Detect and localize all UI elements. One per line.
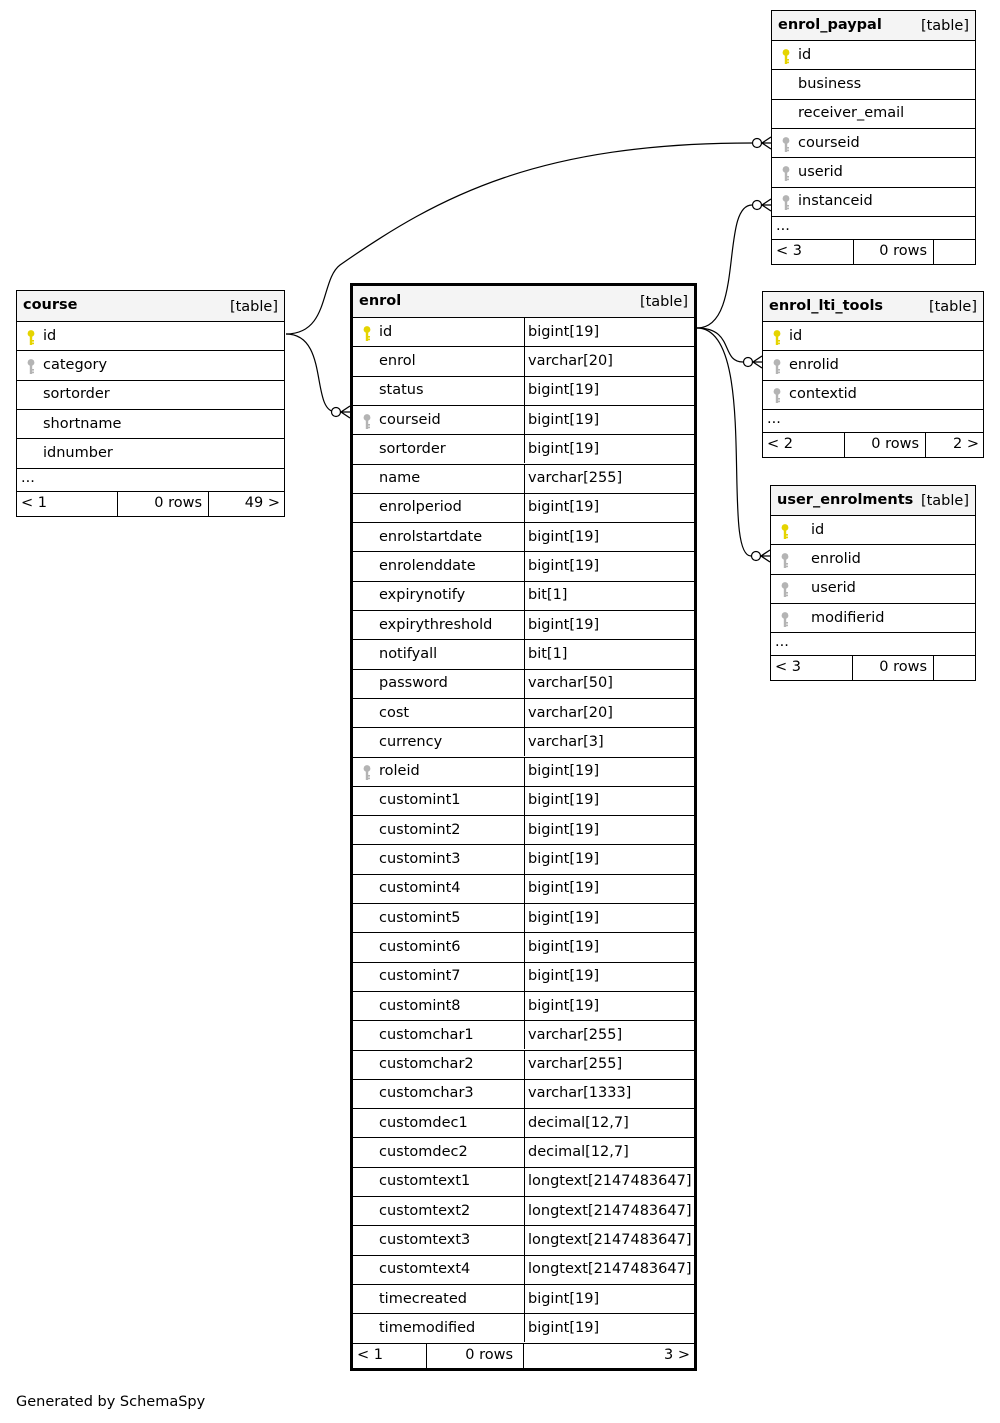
cell-divider (524, 904, 525, 932)
column-row-category[interactable] (17, 350, 284, 379)
parents-count[interactable]: < 3 (775, 659, 801, 676)
column-type: varchar[50] (528, 675, 613, 692)
table-header (771, 486, 975, 515)
column-row-courseid[interactable] (772, 128, 975, 157)
foreign-key-icon (780, 611, 790, 632)
course-to-enrol-many-marker (341, 406, 350, 418)
column-name: customchar1 (379, 1026, 474, 1043)
foreign-key-icon (781, 194, 791, 215)
table-header (353, 286, 694, 317)
column-name: timemodified (379, 1319, 476, 1336)
table-header (772, 11, 975, 40)
column-row-id[interactable] (763, 321, 983, 350)
cell-divider (524, 1021, 525, 1049)
column-row-status[interactable] (353, 376, 694, 405)
column-row-modifierid[interactable] (771, 603, 975, 632)
column-type: longtext[2147483647] (528, 1231, 692, 1248)
column-row-expirynotify[interactable] (353, 581, 694, 610)
column-row-id[interactable] (771, 515, 975, 544)
column-type: bigint[19] (528, 499, 600, 516)
column-name: timecreated (379, 1290, 467, 1307)
column-row-userid[interactable] (771, 574, 975, 603)
cell-divider (524, 347, 525, 375)
column-row-id[interactable] (772, 40, 975, 69)
column-row-customdec1[interactable] (353, 1108, 694, 1137)
children-count[interactable]: 2 > (953, 435, 979, 452)
children-count[interactable]: 3 > (664, 1346, 690, 1363)
cell-divider (524, 523, 525, 551)
foreign-key-icon (362, 764, 372, 785)
column-name: customtext4 (379, 1261, 471, 1278)
column-type: bigint[19] (528, 440, 600, 457)
column-row-customint3[interactable] (353, 844, 694, 873)
foreign-key-icon (781, 165, 791, 186)
enrol-to-lti-many-marker (753, 356, 762, 368)
column-type: bigint[19] (528, 1290, 600, 1307)
parents-count[interactable]: < 1 (21, 494, 47, 511)
column-type: decimal[12,7] (528, 1144, 629, 1161)
enrol-to-paypal-line (697, 205, 752, 328)
table-name: course (23, 297, 78, 313)
cell-divider (524, 1168, 525, 1196)
column-row-enrolid[interactable] (771, 544, 975, 573)
column-name: customint7 (379, 968, 461, 985)
column-type: longtext[2147483647] (528, 1261, 692, 1278)
column-row-customint2[interactable] (353, 815, 694, 844)
column-type: bigint[19] (528, 968, 600, 985)
column-name: category (43, 356, 108, 373)
column-name: customchar3 (379, 1085, 474, 1102)
column-type: varchar[3] (528, 733, 604, 750)
enrol-to-lti-line (697, 328, 743, 362)
column-type: longtext[2147483647] (528, 1202, 692, 1219)
column-name: receiver_email (798, 105, 905, 122)
cell-divider (524, 1138, 525, 1166)
cell-divider (524, 1197, 525, 1225)
column-type: varchar[20] (528, 352, 613, 369)
column-row-business[interactable] (772, 69, 975, 98)
table-footer (771, 655, 975, 680)
table-type-label: [table] (639, 294, 688, 310)
column-name: id (379, 323, 393, 340)
column-row-userid[interactable] (772, 157, 975, 186)
cell-divider (524, 845, 525, 873)
cell-divider (524, 640, 525, 668)
table-user-enrolments (770, 485, 976, 681)
table-course (16, 290, 285, 517)
column-name: name (379, 470, 421, 487)
table-type-label: [table] (229, 298, 278, 315)
column-row-customtext3[interactable] (353, 1225, 694, 1254)
column-row-customchar3[interactable] (353, 1079, 694, 1108)
cell-divider (524, 1314, 525, 1342)
column-name: roleid (379, 763, 420, 780)
column-row-id[interactable] (353, 317, 694, 346)
enrol-to-paypal-many-marker (762, 199, 771, 211)
column-row-expirythreshold[interactable] (353, 610, 694, 639)
column-name: customchar2 (379, 1056, 474, 1073)
cell-divider (524, 582, 525, 610)
foreign-key-icon (26, 358, 36, 379)
primary-key-icon (26, 329, 36, 350)
column-name: id (798, 46, 812, 63)
column-type: bigint[19] (528, 909, 600, 926)
cell-divider (524, 318, 525, 346)
column-name: business (798, 75, 862, 92)
column-name: customint5 (379, 909, 461, 926)
column-row-customtext2[interactable] (353, 1196, 694, 1225)
enrol-to-paypal-optional-marker (753, 201, 762, 210)
parents-count[interactable]: < 3 (776, 242, 802, 259)
column-row-enrolenddate[interactable] (353, 551, 694, 580)
column-type: bigint[19] (528, 997, 600, 1014)
column-row-customint7[interactable] (353, 962, 694, 991)
column-name: id (811, 521, 825, 538)
table-footer (763, 432, 983, 457)
course-to-paypal-optional-marker (753, 139, 762, 148)
cell-divider (524, 670, 525, 698)
column-row-idnumber[interactable] (17, 438, 284, 467)
column-row-customint8[interactable] (353, 991, 694, 1020)
column-type: bigint[19] (528, 528, 600, 545)
column-name: customint2 (379, 821, 461, 838)
column-name: customtext2 (379, 1202, 471, 1219)
cell-divider (524, 1285, 525, 1313)
column-name: courseid (798, 134, 860, 151)
course-to-paypal-many-marker (762, 137, 771, 149)
column-row-instanceid[interactable] (772, 187, 975, 216)
column-row-roleid[interactable] (353, 757, 694, 786)
foreign-key-icon (772, 358, 782, 379)
primary-key-icon (772, 329, 782, 350)
column-name: notifyall (379, 645, 438, 662)
column-row-customchar1[interactable] (353, 1020, 694, 1049)
more-columns-indicator: ... (17, 468, 284, 491)
parents-count[interactable]: < 1 (357, 1346, 383, 1363)
column-row-notifyall[interactable] (353, 639, 694, 668)
cell-divider (524, 1080, 525, 1108)
table-enrol (350, 283, 697, 1371)
column-name: sortorder (43, 386, 110, 403)
column-type: bigint[19] (528, 851, 600, 868)
table-footer (772, 239, 975, 264)
column-name: customdec2 (379, 1144, 468, 1161)
course-to-enrol-line (286, 334, 336, 412)
column-row-id[interactable] (17, 321, 284, 350)
row-count: 0 rows (879, 659, 927, 676)
cell-divider (524, 465, 525, 493)
table-name: enrol_paypal (778, 16, 882, 33)
cell-divider (524, 406, 525, 434)
column-name: modifierid (811, 609, 885, 626)
column-row-password[interactable] (353, 669, 694, 698)
column-name: userid (811, 580, 856, 597)
column-type: decimal[12,7] (528, 1114, 629, 1131)
column-row-sortorder[interactable] (353, 434, 694, 463)
cell-divider (524, 377, 525, 405)
column-name: contextid (789, 386, 857, 403)
cell-divider (524, 875, 525, 903)
generated-by-label: Generated by SchemaSpy (16, 1394, 206, 1410)
column-type: varchar[255] (528, 1026, 623, 1043)
column-type: bigint[19] (528, 323, 600, 340)
column-name: expirythreshold (379, 616, 493, 633)
column-name: enrolstartdate (379, 528, 483, 545)
row-count: 0 rows (465, 1346, 513, 1363)
table-footer (17, 491, 284, 516)
column-row-timemodified[interactable] (353, 1313, 694, 1342)
column-type: bigint[19] (528, 1319, 600, 1336)
column-name: idnumber (43, 444, 113, 461)
cell-divider (524, 758, 525, 786)
table-type-label: [table] (920, 18, 969, 34)
cell-divider (524, 787, 525, 815)
column-row-name[interactable] (353, 464, 694, 493)
children-count[interactable]: 49 > (244, 494, 280, 511)
column-name: password (379, 675, 448, 692)
column-type: varchar[1333] (528, 1085, 632, 1102)
foreign-key-icon (780, 552, 790, 573)
column-name: enrolperiod (379, 499, 462, 516)
column-name: shortname (43, 415, 122, 432)
column-type: bit[1] (528, 587, 568, 604)
column-type: bit[1] (528, 645, 568, 662)
cell-divider (524, 1226, 525, 1254)
column-row-timecreated[interactable] (353, 1284, 694, 1313)
column-row-shortname[interactable] (17, 409, 284, 438)
table-header (763, 292, 983, 321)
column-row-sortorder[interactable] (17, 380, 284, 409)
foreign-key-icon (772, 387, 782, 408)
table-name: enrol_lti_tools (769, 297, 884, 314)
column-row-enrolid[interactable] (763, 350, 983, 379)
primary-key-icon (781, 48, 791, 69)
column-type: varchar[255] (528, 470, 623, 487)
column-name: status (379, 382, 424, 399)
column-row-customint5[interactable] (353, 903, 694, 932)
cell-divider (524, 494, 525, 522)
table-header (17, 291, 284, 321)
column-row-receiver-email[interactable] (772, 99, 975, 128)
table-type-label: [table] (928, 299, 977, 315)
column-type: bigint[19] (528, 821, 600, 838)
column-name: enrol (379, 352, 416, 369)
cell-divider (524, 611, 525, 639)
column-name: sortorder (379, 440, 446, 457)
column-name: customtext1 (379, 1173, 471, 1190)
column-row-customchar2[interactable] (353, 1050, 694, 1079)
column-type: bigint[19] (528, 411, 600, 428)
column-row-customint4[interactable] (353, 874, 694, 903)
column-type: bigint[19] (528, 792, 600, 809)
primary-key-icon (780, 523, 790, 544)
column-type: bigint[19] (528, 880, 600, 897)
column-row-currency[interactable] (353, 727, 694, 756)
column-name: instanceid (798, 193, 873, 210)
cell-divider (524, 552, 525, 580)
table-name: enrol (359, 292, 402, 309)
column-type: bigint[19] (528, 938, 600, 955)
column-name: currency (379, 733, 443, 750)
more-columns-indicator: ... (771, 632, 975, 655)
more-columns-indicator: ... (772, 216, 975, 239)
column-row-enrolperiod[interactable] (353, 493, 694, 522)
column-name: customint1 (379, 792, 461, 809)
foreign-key-icon (362, 413, 372, 434)
table-name: user_enrolments (777, 491, 914, 508)
column-name: id (43, 327, 57, 344)
cell-divider (524, 933, 525, 961)
column-row-cost[interactable] (353, 698, 694, 727)
foreign-key-icon (780, 581, 790, 602)
table-enrol-lti-tools (762, 291, 984, 458)
course-to-enrol-optional-marker (332, 408, 341, 417)
table-footer (353, 1343, 694, 1368)
cell-divider (524, 963, 525, 991)
table-type-label: [table] (920, 493, 969, 509)
column-name: enrolenddate (379, 558, 476, 575)
column-name: enrolid (811, 550, 861, 567)
column-name: enrolid (789, 356, 839, 373)
column-name: userid (798, 163, 843, 180)
cell-divider (524, 1051, 525, 1079)
cell-divider (524, 728, 525, 756)
enrol-to-lti-optional-marker (744, 358, 753, 367)
row-count: 0 rows (879, 242, 927, 259)
column-name: expirynotify (379, 587, 466, 604)
column-type: bigint[19] (528, 382, 600, 399)
column-name: customint6 (379, 938, 461, 955)
column-name: customint4 (379, 880, 461, 897)
column-row-customint6[interactable] (353, 932, 694, 961)
column-name: id (789, 327, 803, 344)
cell-divider (524, 992, 525, 1020)
column-row-enrolstartdate[interactable] (353, 522, 694, 551)
column-type: varchar[255] (528, 1056, 623, 1073)
column-name: cost (379, 704, 410, 721)
table-enrol-paypal (771, 10, 976, 265)
column-name: customint3 (379, 851, 461, 868)
column-type: bigint[19] (528, 616, 600, 633)
column-type: longtext[2147483647] (528, 1173, 692, 1190)
column-type: varchar[20] (528, 704, 613, 721)
column-type: bigint[19] (528, 763, 600, 780)
column-name: customdec1 (379, 1114, 468, 1131)
column-row-enrol[interactable] (353, 346, 694, 375)
column-row-contextid[interactable] (763, 380, 983, 409)
row-count: 0 rows (871, 435, 919, 452)
cell-divider (524, 816, 525, 844)
column-row-customdec2[interactable] (353, 1137, 694, 1166)
enrol-to-userenrol-optional-marker (752, 552, 761, 561)
column-row-customtext4[interactable] (353, 1255, 694, 1284)
column-row-customint1[interactable] (353, 786, 694, 815)
row-count: 0 rows (154, 494, 202, 511)
column-name: customtext3 (379, 1231, 471, 1248)
column-row-customtext1[interactable] (353, 1167, 694, 1196)
cell-divider (524, 1256, 525, 1284)
foreign-key-icon (781, 136, 791, 157)
more-columns-indicator: ... (763, 409, 983, 432)
column-row-courseid[interactable] (353, 405, 694, 434)
cell-divider (524, 1109, 525, 1137)
enrol-to-userenrol-many-marker (761, 550, 770, 562)
parents-count[interactable]: < 2 (767, 435, 793, 452)
cell-divider (524, 435, 525, 463)
cell-divider (524, 699, 525, 727)
column-type: bigint[19] (528, 558, 600, 575)
column-name: customint8 (379, 997, 461, 1014)
column-name: courseid (379, 411, 441, 428)
primary-key-icon (362, 325, 372, 346)
